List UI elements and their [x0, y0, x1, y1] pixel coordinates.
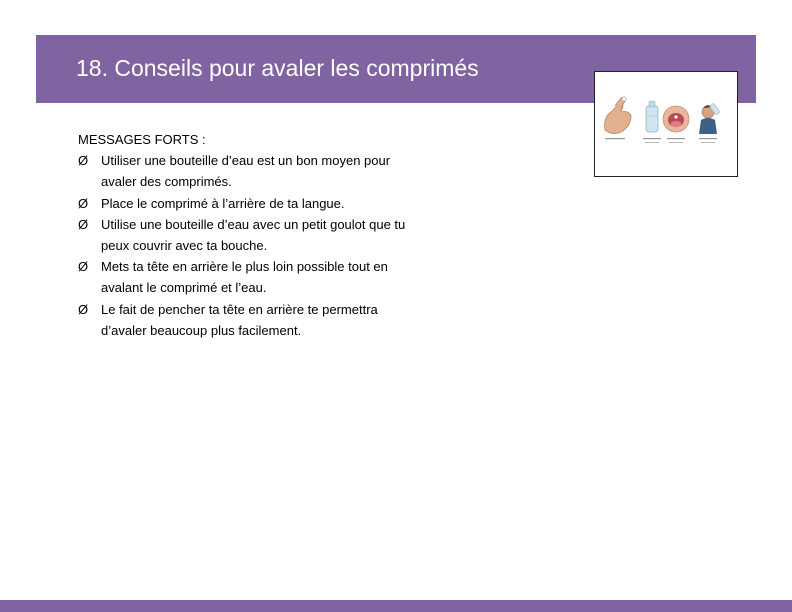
arrow-bullet-icon: Ø	[78, 301, 89, 317]
illustration-thumbnail	[594, 71, 738, 177]
list-item-text: Utilise une bouteille d’eau avec un petit goulot que tu peux couvrir avec ta bouche.	[101, 216, 406, 254]
list-item	[78, 214, 418, 256]
list-item	[78, 299, 418, 341]
arrow-bullet-icon: Ø	[78, 216, 89, 232]
content-block	[78, 129, 418, 341]
list-item-text: Le fait de pencher ta tête en arrière te permettra d’avaler beaucoup plus facilement.	[101, 301, 378, 338]
list-item-text: Utiliser une bouteille d’eau est un bon moyen pour avaler des comprimés.	[101, 153, 391, 190]
pill-swallowing-steps-illustration	[595, 72, 737, 176]
arrow-bullet-icon: Ø	[78, 153, 89, 169]
hand-holding-pill-icon	[605, 97, 631, 139]
footer-bar	[0, 600, 792, 612]
list-item	[78, 150, 418, 192]
bullet-list	[78, 150, 418, 341]
arrow-bullet-icon: Ø	[78, 259, 89, 275]
list-item	[78, 256, 418, 298]
list-item-text: Mets ta tête en arrière le plus loin possible tout en avalant le comprimé et l’eau.	[101, 259, 388, 296]
arrow-bullet-icon: Ø	[78, 195, 89, 211]
list-item-text: Place le comprimé à l’arrière de ta langue.	[101, 195, 345, 211]
person-drinking-icon	[699, 103, 720, 143]
section-heading: MESSAGES FORTS :	[78, 132, 206, 147]
open-mouth-icon	[663, 106, 689, 143]
slide-title: 18. Conseils pour avaler les comprimés	[76, 55, 479, 81]
list-item	[78, 193, 418, 214]
water-bottle-icon	[643, 101, 661, 143]
